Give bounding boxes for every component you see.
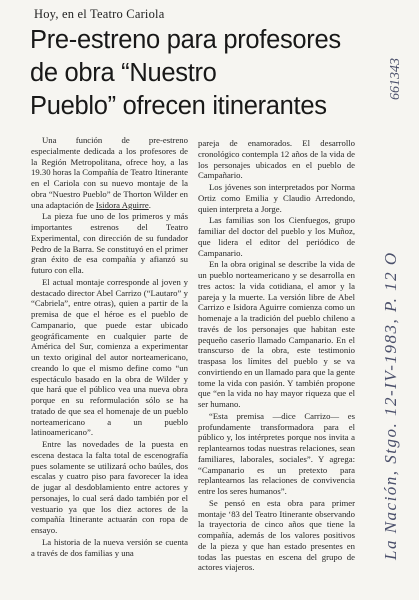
headline-line-3: Pueblo” ofrecen itinerantes <box>30 92 327 120</box>
paragraph-text: . <box>148 199 151 210</box>
paragraph: Los jóvenes son interpretados por Norma Ortiz como Emilia y Claudio Arredondo, quien interpreta a Jorge. <box>198 182 355 214</box>
paragraph: Entre las novedades de la puesta en escena destaca la falta total de escenografía pues solamente se utilizará ocho baúles, dos escalas y cuatro piso para favorecer la idea de jugar al desdoblamiento entre actores y personajes, lo cual será dado también por el vestuario ya que los diez actores de la compañía Itinerante actuarán con ropa de ensayo. <box>31 439 188 535</box>
paragraph: Se pensó en esta obra para primer montaje ‘83 del Teatro Itinerante observando la trayectoria de cinco años que tiene la compañía, además de los valores positivos de la pieza y que han estado presentes en todas las puestas en escena del grupo de actores viajeros. <box>198 497 355 573</box>
handwritten-source-note: La Nación, Stgo. 12-IV-1983, P. 12 O <box>381 251 400 560</box>
article-kicker: Hoy, en el Teatro Cariola <box>34 7 165 21</box>
paragraph: El actual montaje corresponde al joven y destacado director Abel Carrizo (“Lautaro” y “Cabriela”, entre otras), quien a partir de la premisa de que el héroe es el pueblo de Campanario, que puede estar ubicado geográficamente en cualquier parte de América del Sur, comienza a experimentar un texto original del autor norteamericano, creando lo que el mismo define como “un espectáculo basado en la obra de Wilder y que hará que el público vea una nueva obra porque en su reformulación sólo se ha tratado de que sea el homenaje de un pueblo norteamericano a un pueblo latinoamericano”. <box>31 276 188 438</box>
paragraph: pareja de enamorados. El desarrollo cronológico contempla 12 años de la vida de los personajes ubicados en el pueblo de Campañario. <box>198 138 355 181</box>
handwritten-archive-code: 661343 <box>388 58 403 100</box>
article-column-right <box>198 138 355 574</box>
paragraph: En la obra original se describe la vida de un pueblo norteamericano y se desarrolla en tres actos: la vida cotidiana, el amor y la pareja y la muerte. La versión libre de Abel Carrizo e Isidora Aguirre comienza como un homenaje a la tradición del pueblo chileno a través de los personajes que habitan este pequeño caserío llamado Campanario. En el transcurso de la obra, este testimonio traspasa los límites del pueblo y se va convirtiendo en un llamado para que la gente tome la vida con pasión. Y también propone que “en la vida no hay mayor riqueza que el ser humano. <box>198 259 355 409</box>
paragraph: La historia de la nueva versión se cuenta a través de dos familias y una <box>31 536 188 558</box>
paragraph: Las familias son los Cienfuegos, grupo familiar del doctor del pueblo y los Muñoz, que lidera el editor del periódico de Campanario. <box>198 215 355 258</box>
paragraph-text: Una función de pre-estreno especialmente dedicada a los profesores de la Región Metropolitana, ofrece hoy, a las 19.30 horas la Compañía de Teatro Itinerante en el Cariola con su nuevo montaje de la obra “Nuestro Pueblo” de Thorton Wilder en una adaptación de <box>31 135 188 210</box>
paragraph: “Esta premisa —dice Carrizo— es profundamente transformadora para el público y, los intérpretes porque nos invita a replantearnos todas nuestras relaciones, sean familiares, laborales, sociales”. Y agrega: “Campanario es un pretexto para replantearnos las relaciones de convivencia entre los seres humanos”. <box>198 410 355 496</box>
headline-line-2: de obra “Nuestro <box>30 59 217 87</box>
underlined-name: Isidora Aguirre <box>95 199 149 210</box>
paragraph: La pieza fue uno de los primeros y más importantes estrenos del Teatro Experimental, con dirección de su fundador Pedro de la Barra. Se constituyó en el primer gran éxito de esa compañía y afianzó su futuro con ella. <box>31 211 188 275</box>
headline-line-1: Pre-estreno para profesores <box>30 26 341 54</box>
paragraph <box>31 135 188 210</box>
article-headline <box>30 24 370 123</box>
article-column-left <box>31 135 188 559</box>
